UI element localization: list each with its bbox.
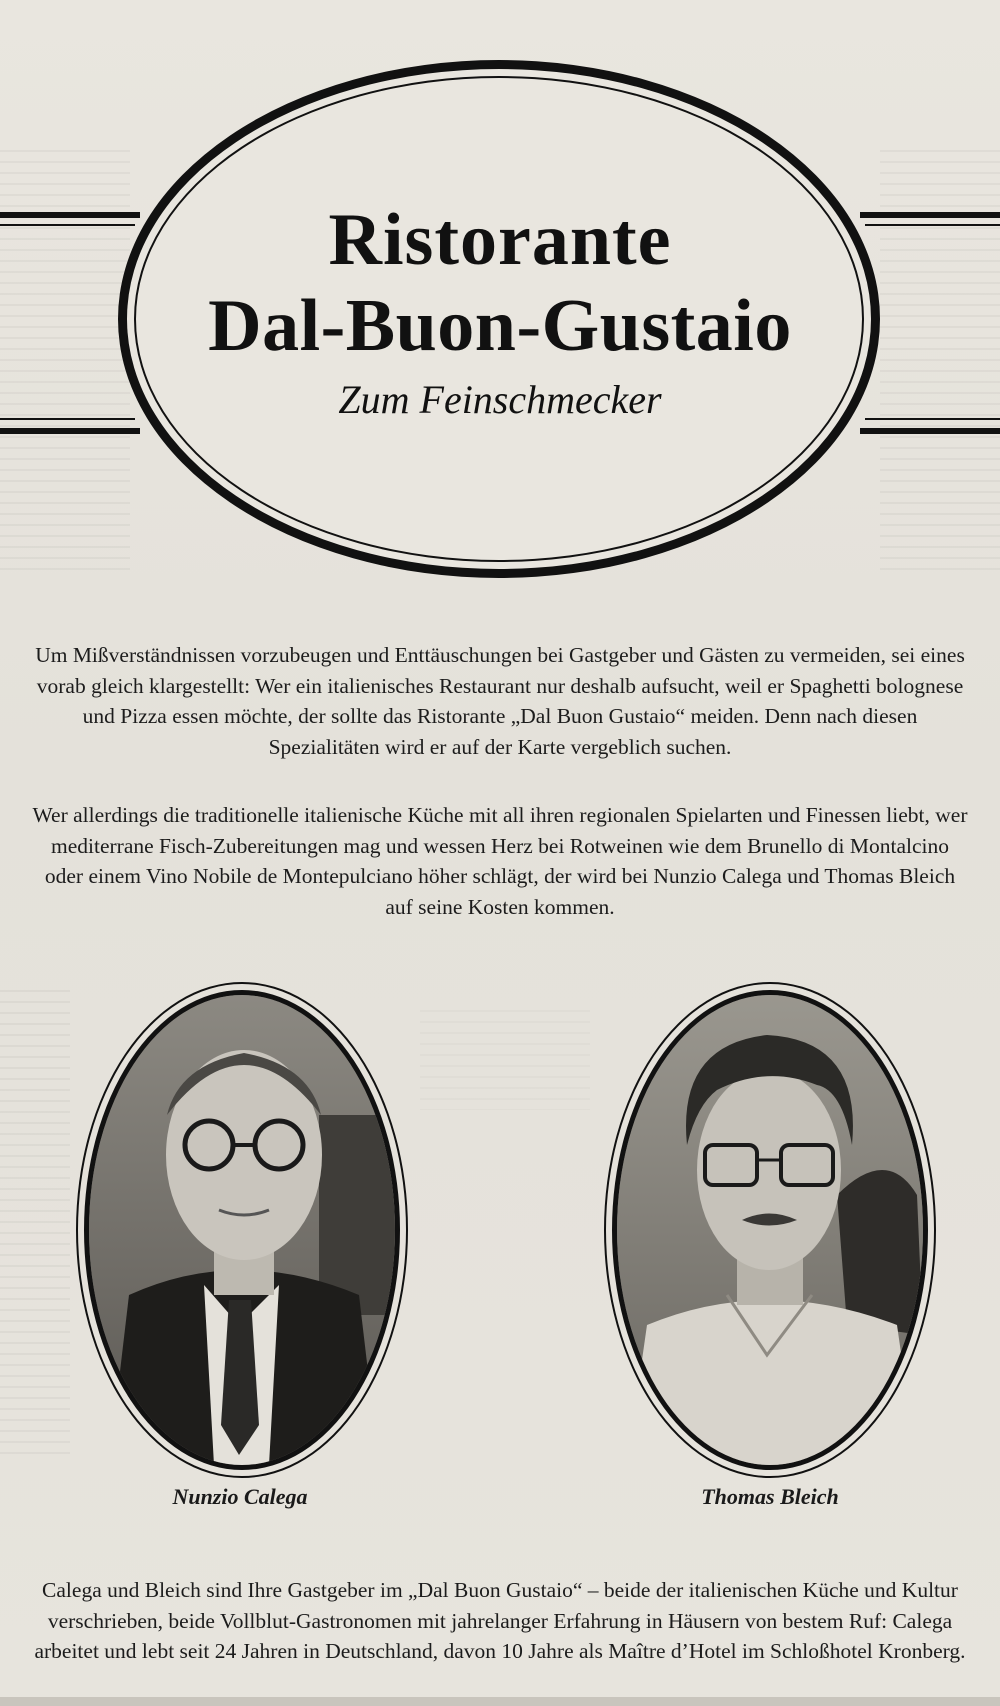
restaurant-subtitle: Zum Feinschmecker <box>338 377 662 422</box>
portrait-photo-thomas-bleich <box>612 990 928 1470</box>
restaurant-title-line1: Ristorante <box>328 199 672 281</box>
restaurant-title-line2: Dal-Buon-Gustaio <box>208 285 792 367</box>
intro-paragraph-2: Wer allerdings die traditionelle italienische Küche mit all ihren regionalen Spielarten und Finessen liebt, wer mediterrane Fisch-Zubereitungen mag und wessen Herz bei Rotweinen wie dem Brunello di Montalcino oder einem Vino Nobile de Montepulciano höher schlägt, der wird bei Nunzio Calega und Thomas Bleich auf seine Kosten kommen. <box>32 803 968 919</box>
bleed-through-print <box>420 1010 590 1110</box>
caption-nunzio-calega: Nunzio Calega <box>172 1484 308 1509</box>
clipping-bottom-edge <box>0 1697 1000 1706</box>
bleed-through-print <box>0 990 70 1460</box>
portrait-illustration-right <box>617 995 923 1465</box>
banner-rule-left-bottom <box>0 428 140 434</box>
portrait-photo-nunzio-calega <box>84 990 400 1470</box>
intro-paragraph-1: Um Mißverständnissen vorzubeugen und Enttäuschungen bei Gastgeber und Gästen zu vermeiden, sei eines vorab gleich klargestellt: Wer ein italienisches Restaurant nur deshalb aufsucht, weil er Spaghetti bolognese und Pizza essen möchte, der sollte das Ristorante „Dal Buon Gustaio“ meiden. Denn nach diesen Spezialitäten wird er auf der Karte vergeblich suchen. <box>35 643 965 759</box>
portrait-illustration-left <box>89 995 395 1465</box>
banner-rule-right-bottom <box>860 428 1000 434</box>
hosts-paragraph: Calega und Bleich sind Ihre Gastgeber im „Dal Buon Gustaio“ – beide der italienischen Küche und Kultur verschrieben, beide Vollblut-Gastronomen mit jahrelanger Erfahrung in Häusern von bestem Ruf: Calega arbeitet und lebt seit 24 Jahren in Deutschland, davon 10 Jahre als Maître d’Hotel im Schloßhotel Kronberg. <box>34 1578 966 1663</box>
caption-thomas-bleich: Thomas Bleich <box>701 1484 839 1509</box>
